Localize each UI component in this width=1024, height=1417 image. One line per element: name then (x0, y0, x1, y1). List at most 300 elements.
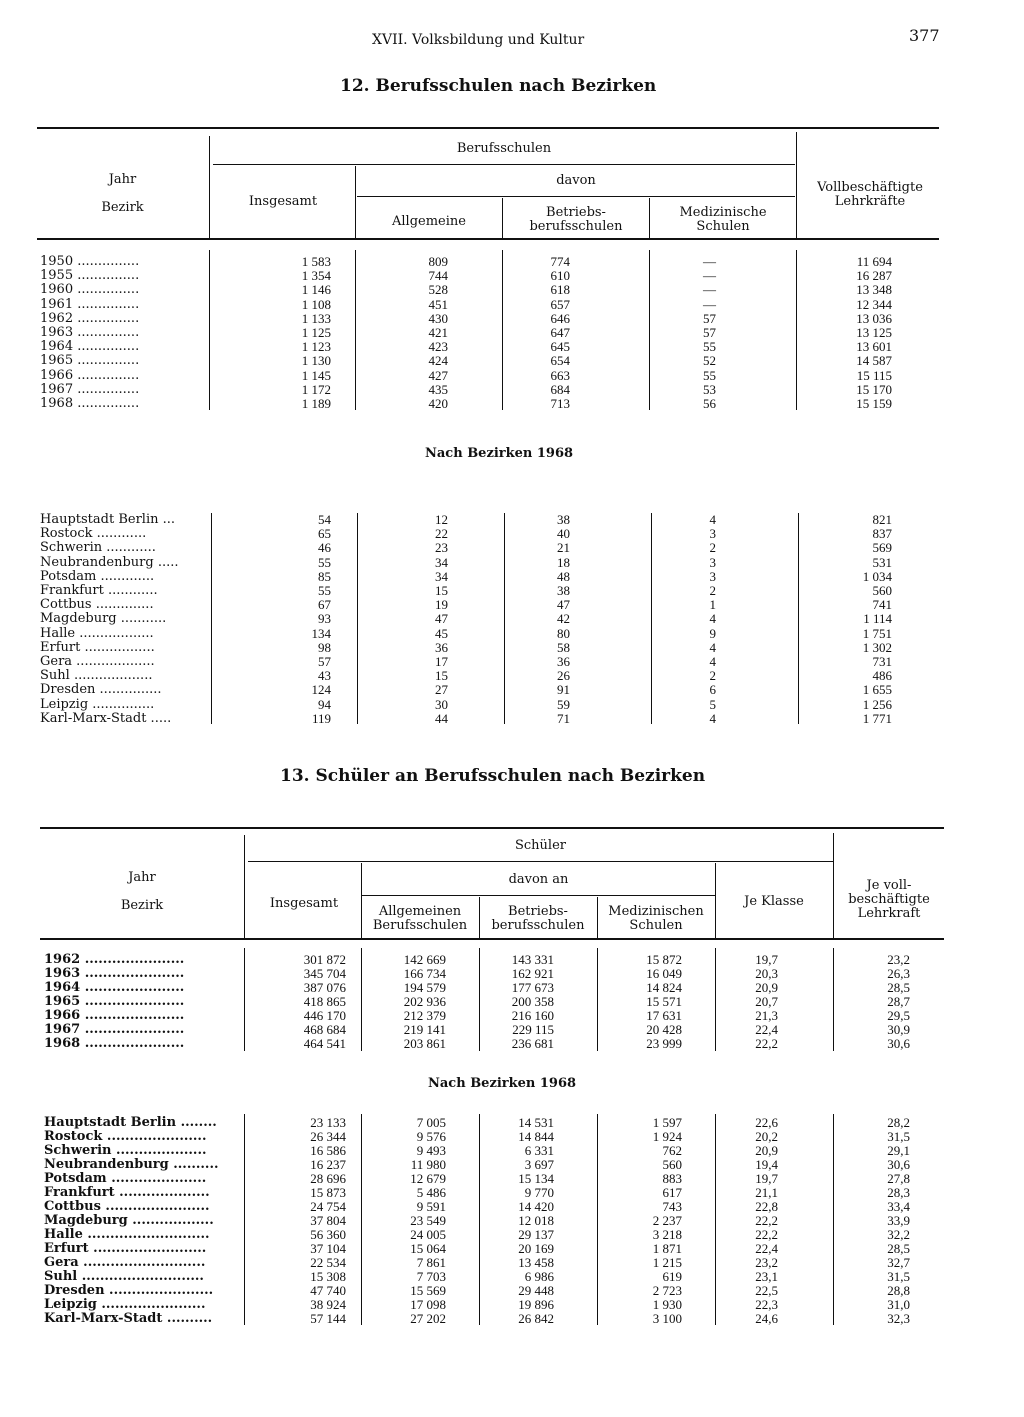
cell-insgesamt: 23 133 (310, 1116, 346, 1130)
cell-allgemeine: 142 669 (403, 953, 446, 967)
cell-medizin: 23 999 (646, 1037, 682, 1051)
cell-insgesamt: 28 696 (310, 1172, 346, 1186)
cell-lehrkraefte: 15 170 (856, 382, 892, 397)
cell-je-klasse: 22,2 (755, 1214, 778, 1228)
cell-allgemeine: 12 679 (410, 1172, 446, 1186)
cell-allgemeine: 7 703 (416, 1270, 446, 1284)
cell-lehrkraefte: 1 655 (862, 683, 892, 698)
table-row (40, 326, 900, 340)
table13-title: 13. Schüler an Berufsschulen nach Bezirken (280, 766, 706, 786)
cell-je-klasse: 20,7 (755, 995, 778, 1009)
row-label: Halle .................. (40, 626, 154, 641)
cell-allgemeine: 34 (435, 555, 448, 570)
table-row (40, 312, 900, 326)
cell-allgemeine: 219 141 (403, 1023, 446, 1037)
cell-insgesamt: 446 170 (303, 1009, 346, 1023)
cell-medizin: 1 215 (652, 1256, 682, 1270)
t12-head-medizin (651, 206, 795, 234)
cell-lehrkraefte: 569 (872, 541, 892, 556)
cell-betriebs: 29 448 (518, 1284, 554, 1298)
cell-medizin: 3 100 (652, 1312, 682, 1326)
cell-insgesamt: 134 (311, 626, 331, 641)
cell-insgesamt: 1 354 (301, 269, 331, 284)
table-row (40, 641, 900, 655)
cell-insgesamt: 56 360 (310, 1228, 346, 1242)
row-label: 1968 ...................... (44, 1037, 185, 1051)
table-row (44, 1228, 910, 1242)
cell-medizin: 3 (709, 527, 716, 542)
t13-head-allgemeinen-line2: Berufsschulen (372, 918, 468, 933)
table12-districts (40, 513, 900, 726)
row-label: Hauptstadt Berlin ........ (44, 1116, 217, 1130)
cell-insgesamt: 1 130 (301, 354, 331, 369)
table-row (44, 953, 910, 967)
t12-head-betriebs-line2: berufsschulen (529, 219, 623, 234)
t12-head-bezirk: Bezirk (101, 200, 144, 215)
cell-allgemeine: 44 (435, 711, 448, 726)
cell-betriebs: 47 (557, 598, 570, 613)
cell-allgemeine: 15 569 (410, 1284, 446, 1298)
cell-je-klasse: 21,1 (755, 1186, 778, 1200)
cell-allgemeine: 12 (435, 513, 448, 527)
cell-insgesamt: 15 308 (310, 1270, 346, 1284)
row-label: 1966 ...................... (44, 1009, 185, 1023)
cell-betriebs: 12 018 (518, 1214, 554, 1228)
cell-allgemeine: 11 980 (410, 1158, 446, 1172)
table-row (44, 1284, 910, 1298)
cell-insgesamt: 16 237 (310, 1158, 346, 1172)
row-label: Schwerin ............ (40, 541, 156, 556)
cell-medizin: 3 218 (652, 1228, 682, 1242)
cell-betriebs: 38 (557, 513, 570, 527)
cell-betriebs: 6 986 (524, 1270, 554, 1284)
row-label: Gera ................... (40, 655, 155, 670)
cell-je-lehrkraft: 30,6 (887, 1037, 910, 1051)
cell-betriebs: 13 458 (518, 1256, 554, 1270)
table-row (44, 1130, 910, 1144)
cell-betriebs: 618 (550, 283, 570, 298)
cell-je-lehrkraft: 28,3 (887, 1186, 910, 1200)
cell-betriebs: 59 (557, 697, 570, 712)
table-row (44, 1298, 910, 1312)
row-label: Erfurt ......................... (44, 1242, 207, 1256)
cell-insgesamt: 124 (311, 683, 331, 698)
table-row (40, 354, 900, 368)
cell-medizin: 57 (703, 326, 716, 341)
row-label: Rostock ............ (40, 527, 147, 542)
row-label: Leipzig ............... (40, 697, 155, 712)
cell-allgemeine: 212 379 (403, 1009, 446, 1023)
cell-betriebs: 71 (557, 711, 570, 726)
cell-medizin: 1 597 (652, 1116, 682, 1130)
cell-insgesamt: 301 872 (303, 953, 346, 967)
t13-head-je-lehrkraft-line3: Lehrkraft (857, 906, 921, 921)
cell-betriebs: 40 (557, 527, 570, 542)
table-row (44, 1023, 910, 1037)
cell-medizin: 55 (703, 340, 716, 355)
table12-title: 12. Berufsschulen nach Bezirken (340, 76, 657, 96)
row-label: 1964 ...................... (44, 981, 185, 995)
t13-head-betriebs-line2: berufsschulen (491, 918, 585, 933)
cell-allgemeine: 17 (435, 655, 448, 670)
cell-allgemeine: 15 064 (410, 1242, 446, 1256)
cell-allgemeine: 7 005 (416, 1116, 446, 1130)
cell-insgesamt: 85 (318, 569, 331, 584)
cell-medizin: 617 (662, 1186, 682, 1200)
cell-betriebs: 14 420 (518, 1200, 554, 1214)
cell-insgesamt: 57 144 (310, 1312, 346, 1326)
cell-medizin: 16 049 (646, 967, 682, 981)
cell-allgemeine: 203 861 (403, 1037, 446, 1051)
cell-je-lehrkraft: 30,9 (887, 1023, 910, 1037)
cell-je-lehrkraft: 31,5 (887, 1270, 910, 1284)
t12-head-lehrkraefte-line2: Lehrkräfte (834, 194, 906, 209)
cell-betriebs: 15 134 (518, 1172, 554, 1186)
cell-allgemeine: 528 (428, 283, 448, 298)
cell-medizin: 1 (709, 598, 716, 613)
table-row (40, 612, 900, 626)
row-label: Gera ........................... (44, 1256, 206, 1270)
cell-medizin: 4 (709, 711, 716, 726)
table-row (44, 1186, 910, 1200)
cell-je-lehrkraft: 31,0 (887, 1298, 910, 1312)
cell-betriebs: 9 770 (524, 1186, 554, 1200)
cell-insgesamt: 1 189 (301, 397, 331, 412)
row-label: 1960 ............... (40, 283, 140, 298)
cell-betriebs: 26 842 (518, 1312, 554, 1326)
cell-lehrkraefte: 1 751 (862, 626, 892, 641)
cell-medizin: 2 237 (652, 1214, 682, 1228)
cell-lehrkraefte: 560 (872, 584, 892, 599)
cell-allgemeine: 9 493 (416, 1144, 446, 1158)
t12-head-davon: davon (556, 173, 596, 188)
cell-medizin: 1 871 (652, 1242, 682, 1256)
cell-betriebs: 645 (550, 340, 570, 355)
cell-insgesamt: 1 125 (301, 326, 331, 341)
cell-medizin: 15 872 (646, 953, 682, 967)
cell-insgesamt: 65 (318, 527, 331, 542)
cell-betriebs: 610 (550, 269, 570, 284)
cell-medizin: 17 631 (646, 1009, 682, 1023)
cell-betriebs: 26 (557, 669, 570, 684)
t12-head-betriebs-line1: Betriebs- (546, 205, 606, 220)
table-row (40, 255, 900, 269)
cell-lehrkraefte: 1 771 (862, 711, 892, 726)
cell-je-klasse: 19,7 (755, 1172, 778, 1186)
cell-je-lehrkraft: 28,2 (887, 1116, 910, 1130)
table-row (40, 683, 900, 697)
cell-insgesamt: 24 754 (310, 1200, 346, 1214)
cell-je-lehrkraft: 32,2 (887, 1228, 910, 1242)
table-row (44, 1037, 910, 1051)
cell-allgemeine: 420 (428, 397, 448, 412)
row-label: Suhl ........................... (44, 1270, 204, 1284)
cell-medizin: 53 (703, 382, 716, 397)
cell-je-lehrkraft: 30,6 (887, 1158, 910, 1172)
cell-allgemeine: 19 (435, 598, 448, 613)
row-label: Rostock ...................... (44, 1130, 207, 1144)
cell-je-lehrkraft: 31,5 (887, 1130, 910, 1144)
cell-je-lehrkraft: 33,4 (887, 1200, 910, 1214)
cell-betriebs: 774 (550, 255, 570, 269)
table-row (40, 340, 900, 354)
cell-je-lehrkraft: 27,8 (887, 1172, 910, 1186)
cell-insgesamt: 464 541 (303, 1037, 346, 1051)
cell-je-lehrkraft: 28,8 (887, 1284, 910, 1298)
cell-lehrkraefte: 13 036 (856, 311, 892, 326)
row-label: Cottbus .............. (40, 598, 154, 613)
cell-allgemeine: 47 (435, 612, 448, 627)
cell-insgesamt: 119 (311, 711, 331, 726)
table-row (40, 627, 900, 641)
t12-head-lehrkraefte (800, 181, 940, 209)
t13-head-insgesamt: Insgesamt (269, 896, 339, 911)
cell-allgemeine: 7 861 (416, 1256, 446, 1270)
cell-insgesamt: 468 684 (303, 1023, 346, 1037)
table-row (40, 283, 900, 297)
cell-medizin: 14 824 (646, 981, 682, 995)
cell-insgesamt: 55 (318, 584, 331, 599)
row-label: 1965 ...................... (44, 995, 185, 1009)
cell-insgesamt: 67 (318, 598, 331, 613)
cell-insgesamt: 54 (318, 513, 331, 527)
cell-betriebs: 177 673 (511, 981, 554, 995)
cell-medizin: 5 (709, 697, 716, 712)
cell-insgesamt: 345 704 (303, 967, 346, 981)
cell-allgemeine: 15 (435, 584, 448, 599)
cell-allgemeine: 45 (435, 626, 448, 641)
cell-je-lehrkraft: 33,9 (887, 1214, 910, 1228)
row-label: Magdeburg ........... (40, 612, 167, 627)
cell-betriebs: 38 (557, 584, 570, 599)
cell-insgesamt: 26 344 (310, 1130, 346, 1144)
cell-je-klasse: 23,2 (755, 1256, 778, 1270)
cell-betriebs: 18 (557, 555, 570, 570)
row-label: 1963 ............... (40, 326, 140, 341)
cell-betriebs: 20 169 (518, 1242, 554, 1256)
cell-insgesamt: 57 (318, 655, 331, 670)
row-label: 1966 ............... (40, 368, 140, 383)
row-label: 1967 ............... (40, 382, 140, 397)
table-row (40, 369, 900, 383)
cell-lehrkraefte: 13 125 (856, 326, 892, 341)
t12-head-jahr: Jahr (108, 172, 137, 187)
cell-je-klasse: 20,2 (755, 1130, 778, 1144)
cell-insgesamt: 47 740 (310, 1284, 346, 1298)
t13-head-jahr: Jahr (128, 870, 156, 885)
cell-lehrkraefte: 731 (872, 655, 892, 670)
row-label: Erfurt ................. (40, 640, 155, 655)
row-label: Suhl ................... (40, 669, 153, 684)
cell-je-klasse: 22,3 (755, 1298, 778, 1312)
cell-lehrkraefte: 531 (872, 555, 892, 570)
cell-je-lehrkraft: 28,5 (887, 981, 910, 995)
cell-lehrkraefte: 13 601 (856, 340, 892, 355)
t13-head-davon-an: davon an (508, 872, 569, 887)
row-label: Schwerin .................... (44, 1144, 207, 1158)
cell-lehrkraefte: 741 (872, 598, 892, 613)
cell-insgesamt: 1 108 (301, 297, 331, 312)
t13-head-medizin-line1: Medizinischen (608, 904, 704, 919)
t13-head-je-klasse: Je Klasse (744, 894, 804, 909)
table-row (44, 981, 910, 995)
row-label: Neubrandenburg ..... (40, 555, 179, 570)
cell-je-klasse: 22,5 (755, 1284, 778, 1298)
cell-insgesamt: 46 (318, 541, 331, 556)
cell-je-klasse: 19,7 (755, 953, 778, 967)
cell-betriebs: 654 (550, 354, 570, 369)
cell-medizin: 762 (662, 1144, 682, 1158)
cell-medizin: 20 428 (646, 1023, 682, 1037)
cell-lehrkraefte: 1 114 (863, 612, 892, 627)
cell-medizin: 57 (703, 311, 716, 326)
table-row (44, 1256, 910, 1270)
cell-lehrkraefte: 1 256 (862, 697, 892, 712)
table12-years (40, 255, 900, 411)
t12-head-berufsschulen: Berufsschulen (456, 141, 552, 156)
cell-medizin: 4 (709, 612, 716, 627)
table-row (44, 995, 910, 1009)
cell-allgemeine: 809 (428, 255, 448, 269)
cell-betriebs: 646 (550, 311, 570, 326)
cell-lehrkraefte: 837 (872, 527, 892, 542)
cell-je-klasse: 20,9 (755, 981, 778, 995)
cell-betriebs: 143 331 (511, 953, 554, 967)
cell-je-lehrkraft: 29,5 (887, 1009, 910, 1023)
t13-head-je-lehrkraft (834, 879, 944, 921)
cell-je-klasse: 20,9 (755, 1144, 778, 1158)
cell-allgemeine: 9 576 (416, 1130, 446, 1144)
cell-insgesamt: 1 583 (301, 255, 331, 269)
cell-medizin: — (703, 269, 716, 284)
table-row (40, 527, 900, 541)
t12-head-medizin-line1: Medizinische (679, 205, 767, 220)
table-row (40, 669, 900, 683)
table-row (40, 584, 900, 598)
cell-medizin: 6 (709, 683, 716, 698)
table-row (44, 1009, 910, 1023)
t13-head-allgemeinen (362, 905, 478, 933)
cell-medizin: 3 (709, 569, 716, 584)
cell-betriebs: 663 (550, 368, 570, 383)
cell-allgemeine: 435 (428, 382, 448, 397)
cell-medizin: — (703, 283, 716, 298)
cell-allgemeine: 23 549 (410, 1214, 446, 1228)
table-row (44, 1172, 910, 1186)
cell-allgemeine: 36 (435, 640, 448, 655)
cell-insgesamt: 1 172 (301, 382, 331, 397)
cell-allgemeine: 421 (428, 326, 448, 341)
cell-betriebs: 14 531 (518, 1116, 554, 1130)
row-label: 1964 ............... (40, 340, 140, 355)
cell-insgesamt: 38 924 (310, 1298, 346, 1312)
row-label: Halle ........................... (44, 1228, 210, 1242)
row-label: 1961 ............... (40, 297, 140, 312)
cell-je-lehrkraft: 32,7 (887, 1256, 910, 1270)
cell-medizin: 3 (709, 555, 716, 570)
cell-insgesamt: 37 104 (310, 1242, 346, 1256)
row-label: 1967 ...................... (44, 1023, 185, 1037)
cell-medizin: 52 (703, 354, 716, 369)
cell-medizin: 55 (703, 368, 716, 383)
row-label: Neubrandenburg .......... (44, 1158, 219, 1172)
cell-medizin: 9 (709, 626, 716, 641)
cell-je-klasse: 22,2 (755, 1037, 778, 1051)
cell-insgesamt: 98 (318, 640, 331, 655)
cell-insgesamt: 1 146 (301, 283, 331, 298)
cell-betriebs: 48 (557, 569, 570, 584)
cell-medizin: 15 571 (646, 995, 682, 1009)
row-label: 1962 ............... (40, 311, 140, 326)
row-label: 1963 ...................... (44, 967, 185, 981)
cell-je-klasse: 19,4 (755, 1158, 778, 1172)
cell-insgesamt: 418 865 (303, 995, 346, 1009)
cell-je-lehrkraft: 32,3 (887, 1312, 910, 1326)
table-row (44, 967, 910, 981)
cell-insgesamt: 43 (318, 669, 331, 684)
cell-betriebs: 216 160 (511, 1009, 554, 1023)
row-label: Potsdam ..................... (44, 1172, 207, 1186)
row-label: Dresden ............... (40, 683, 162, 698)
cell-je-klasse: 22,6 (755, 1116, 778, 1130)
cell-allgemeine: 424 (428, 354, 448, 369)
cell-je-klasse: 22,8 (755, 1200, 778, 1214)
cell-lehrkraefte: 12 344 (856, 297, 892, 312)
cell-insgesamt: 1 145 (301, 368, 331, 383)
cell-je-klasse: 21,3 (755, 1009, 778, 1023)
cell-allgemeine: 194 579 (403, 981, 446, 995)
cell-je-klasse: 22,2 (755, 1228, 778, 1242)
cell-betriebs: 3 697 (524, 1158, 554, 1172)
cell-betriebs: 200 358 (511, 995, 554, 1009)
cell-medizin: 883 (662, 1172, 682, 1186)
cell-lehrkraefte: 1 302 (862, 640, 892, 655)
cell-allgemeine: 27 202 (410, 1312, 446, 1326)
page-number: 377 (909, 26, 940, 45)
cell-betriebs: 647 (550, 326, 570, 341)
cell-medizin: 56 (703, 397, 716, 412)
cell-betriebs: 42 (557, 612, 570, 627)
t13-head-je-lehrkraft-line1: Je voll- (866, 878, 912, 893)
cell-allgemeine: 423 (428, 340, 448, 355)
table-row (44, 1200, 910, 1214)
table-row (40, 598, 900, 612)
cell-allgemeine: 5 486 (416, 1186, 446, 1200)
cell-je-klasse: 24,6 (755, 1312, 778, 1326)
table-row (40, 541, 900, 555)
cell-betriebs: 229 115 (512, 1023, 554, 1037)
cell-medizin: 560 (662, 1158, 682, 1172)
cell-medizin: 743 (662, 1200, 682, 1214)
row-label: Leipzig ....................... (44, 1298, 206, 1312)
t13-head-schueler: Schüler (515, 838, 566, 853)
cell-allgemeine: 451 (428, 297, 448, 312)
row-label: 1965 ............... (40, 354, 140, 369)
t13-head-betriebs-line1: Betriebs- (508, 904, 568, 919)
cell-lehrkraefte: 16 287 (856, 269, 892, 284)
table13-districts (44, 1116, 910, 1326)
cell-allgemeine: 23 (435, 541, 448, 556)
cell-insgesamt: 1 123 (301, 340, 331, 355)
row-label: Potsdam ............. (40, 569, 155, 584)
row-label: Karl-Marx-Stadt .......... (44, 1312, 213, 1326)
t12-head-medizin-line2: Schulen (696, 219, 750, 234)
table-row (40, 570, 900, 584)
cell-medizin: 2 (709, 584, 716, 599)
table-row (40, 698, 900, 712)
cell-allgemeine: 34 (435, 569, 448, 584)
table-row (40, 397, 900, 411)
